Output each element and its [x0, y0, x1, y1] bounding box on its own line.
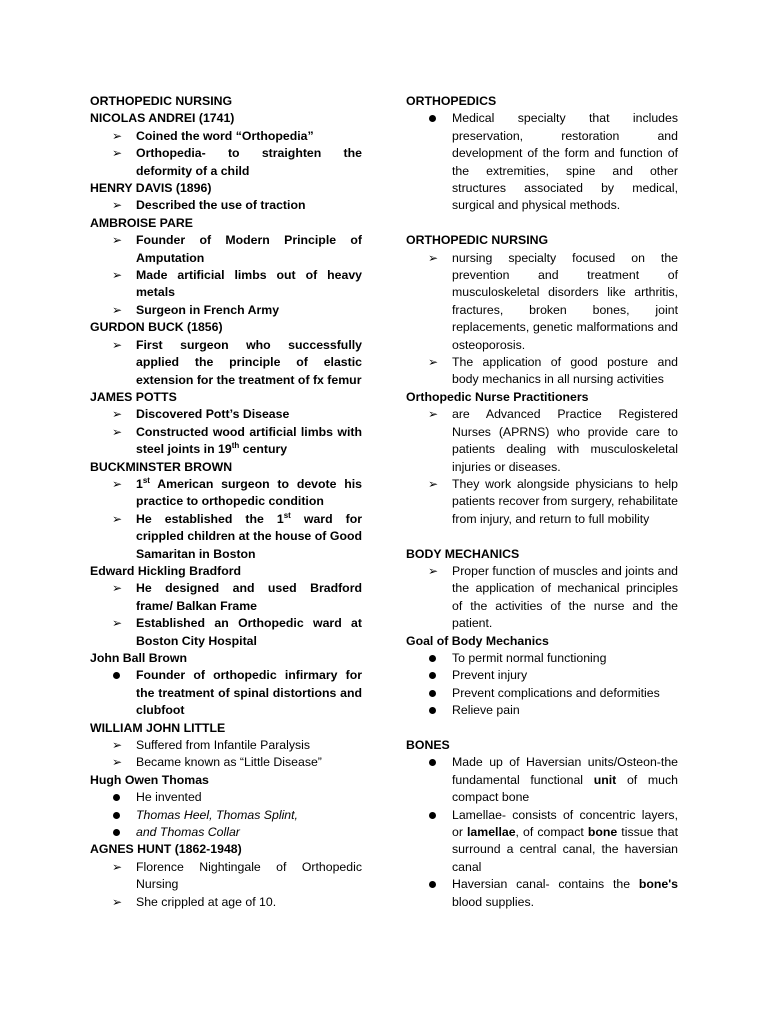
list-item: Prevent injury [406, 667, 678, 684]
list-hugh-owen-thomas [90, 789, 362, 841]
list-item: ➢ Described the use of traction [90, 197, 362, 214]
arrow-bullet-icon: ➢ [112, 616, 123, 631]
list-ambroise-pare [90, 232, 362, 319]
heading-body-mechanics: BODY MECHANICS [406, 546, 520, 561]
list-item: ➢ He established the 1st ward for crippled children at the house of Good Samaritan in Boston [112, 510, 362, 561]
list-item: ➢ First surgeon who successfully applied the principle of elastic extension for the treatment of fx femur [112, 337, 362, 387]
list-item: ➢ Discovered Pott’s Disease [90, 406, 362, 423]
heading-ambroise-pare: AMBROISE PARE [90, 215, 193, 230]
arrow-bullet-icon: ➢ [112, 581, 123, 596]
list-item: Medical specialty that includes preservation, restoration and development of the form and function of the extremities, spine and other structures associated by medical, surgical and physical methods. [406, 110, 678, 214]
list-item: Founder of orthopedic infirmary for the treatment of spinal distortions and clubfoot [90, 667, 362, 719]
list-buckminster-brown [90, 476, 362, 563]
arrow-bullet-icon: ➢ [112, 302, 123, 317]
list-item: ➢ Constructed wood artificial limbs with steel joints in 19th century [112, 424, 362, 457]
heading-william-john-little: WILLIAM JOHN LITTLE [90, 720, 226, 735]
heading-buckminster-brown: BUCKMINSTER BROWN [90, 459, 233, 474]
list-orthopedics [406, 110, 678, 214]
list-henry-davis [90, 197, 362, 214]
heading-gurdon-buck: GURDON BUCK (1856) [90, 320, 223, 335]
arrow-bullet-icon: ➢ [428, 407, 439, 422]
arrow-bullet-icon: ➢ [428, 250, 439, 265]
list-item: ➢ Orthopedia- to straighten the deformity of a child [112, 146, 362, 178]
arrow-bullet-icon: ➢ [112, 146, 123, 161]
heading-nicolas-andrei: NICOLAS ANDREI (1741) [90, 111, 235, 126]
list-orthopedic-nursing [406, 250, 678, 389]
list-body-mechanics [406, 563, 678, 633]
list-edward-bradford [90, 580, 362, 650]
heading-hugh-owen-thomas: Hugh Owen Thomas [90, 772, 209, 787]
arrow-bullet-icon: ➢ [112, 755, 123, 770]
list-item: ➢ Coined the word “Orthopedia” [90, 128, 362, 145]
list-bones [406, 754, 678, 911]
title-orthopedic-nursing: ORTHOPEDIC NURSING [90, 94, 233, 108]
list-item: ➢ Suffered from Infantile Paralysis [90, 737, 362, 754]
list-item: ➢ 1st American surgeon to devote his practice to orthopedic condition [112, 475, 362, 509]
arrow-bullet-icon: ➢ [428, 476, 439, 491]
arrow-bullet-icon: ➢ [112, 738, 123, 753]
list-item: Lamellae- consists of concentric layers, or lamellae, of compact bone tissue that surround a central canal, the haversian canal [406, 807, 678, 877]
list-nicolas-andrei [90, 128, 362, 180]
list-item: ➢ Proper function of muscles and joints and the application of mechanical principles of the activities of the nurse and the patient. [428, 563, 678, 631]
heading-orthopedics: ORTHOPEDICS [406, 94, 497, 108]
arrow-bullet-icon: ➢ [112, 233, 123, 248]
list-item: He invented [90, 789, 362, 806]
arrow-bullet-icon: ➢ [112, 476, 123, 491]
list-item: ➢ The application of good posture and body mechanics in all nursing activities [428, 355, 678, 387]
heading-edward-bradford: Edward Hickling Bradford [90, 563, 241, 578]
arrow-bullet-icon: ➢ [112, 128, 123, 143]
spacer [406, 215, 678, 232]
arrow-bullet-icon: ➢ [112, 337, 123, 352]
arrow-bullet-icon: ➢ [112, 859, 123, 874]
heading-john-ball-brown: John Ball Brown [90, 651, 188, 665]
list-item: ➢ Founder of Modern Principle of Amputation [112, 233, 362, 265]
list-agnes-hunt [90, 859, 362, 911]
list-item: Relieve pain [406, 702, 678, 719]
list-item: ➢ Florence Nightingale of Orthopedic Nursing [112, 859, 362, 892]
arrow-bullet-icon: ➢ [112, 198, 123, 213]
arrow-bullet-icon: ➢ [112, 424, 123, 439]
list-item: Made up of Haversian units/Osteon-the fundamental functional unit of much compact bone [406, 754, 678, 806]
round-bullet-icon [429, 115, 436, 122]
list-item: ➢ He designed and used Bradford frame/ Balkan Frame [112, 581, 362, 613]
heading-henry-davis: HENRY DAVIS (1896) [90, 181, 212, 196]
left-column [90, 93, 362, 911]
round-bullet-icon [429, 812, 436, 819]
round-bullet-icon [429, 759, 436, 766]
list-item: Thomas Heel, Thomas Splint, [90, 807, 362, 824]
list-item: and Thomas Collar [90, 824, 362, 841]
round-bullet-icon [113, 794, 120, 801]
list-nurse-practitioners [406, 406, 678, 528]
list-item: ➢ They work alongside physicians to help patients recover from surgery, rehabilitate from injury, and return to full mobility [428, 476, 678, 526]
arrow-bullet-icon: ➢ [112, 511, 123, 526]
list-item: ➢ nursing specialty focused on the prevention and treatment of musculoskeletal disorders like arthritis, fractures, broken bones, joint replacements, genetic malformations and osteoporosis. [428, 250, 678, 352]
round-bullet-icon [429, 881, 436, 888]
arrow-bullet-icon: ➢ [112, 268, 123, 283]
list-gurdon-buck [90, 337, 362, 389]
list-james-potts [90, 406, 362, 458]
round-bullet-icon [113, 672, 120, 679]
arrow-bullet-icon: ➢ [428, 355, 439, 370]
list-goal-body-mechanics [406, 650, 678, 720]
list-item: Haversian canal- contains the bone's blood supplies. [406, 876, 678, 911]
round-bullet-icon [429, 672, 436, 679]
right-column [406, 93, 678, 911]
heading-nurse-practitioners: Orthopedic Nurse Practitioners [406, 389, 589, 404]
list-item: ➢ are Advanced Practice Registered Nurses (APRNS) who provide care to patients dealing with musculoskeletal injuries or diseases. [428, 407, 678, 474]
heading-james-potts: JAMES POTTS [90, 389, 177, 404]
round-bullet-icon [429, 655, 436, 662]
heading-goal-body-mechanics: Goal of Body Mechanics [406, 633, 549, 648]
round-bullet-icon [429, 707, 436, 714]
arrow-bullet-icon: ➢ [428, 563, 439, 578]
spacer [406, 528, 678, 545]
list-item: ➢ Surgeon in French Army [90, 302, 362, 319]
list-item: To permit normal functioning [406, 650, 678, 667]
heading-orthopedic-nursing: ORTHOPEDIC NURSING [406, 233, 549, 248]
list-item: ➢ She crippled at age of 10. [90, 894, 362, 911]
arrow-bullet-icon: ➢ [112, 894, 123, 909]
list-item: ➢ Established an Orthopedic ward at Boston City Hospital [112, 616, 362, 648]
round-bullet-icon [113, 829, 120, 836]
list-item: ➢ Became known as “Little Disease” [90, 754, 362, 771]
list-william-john-little [90, 737, 362, 772]
arrow-bullet-icon: ➢ [112, 407, 123, 422]
list-item: Prevent complications and deformities [406, 685, 678, 702]
round-bullet-icon [113, 812, 120, 819]
list-item: ➢ Made artificial limbs out of heavy metals [112, 268, 362, 300]
round-bullet-icon [429, 690, 436, 697]
spacer [406, 720, 678, 737]
list-john-ball-brown [90, 667, 362, 719]
heading-bones: BONES [406, 737, 450, 752]
heading-agnes-hunt: AGNES HUNT (1862-1948) [90, 842, 242, 857]
